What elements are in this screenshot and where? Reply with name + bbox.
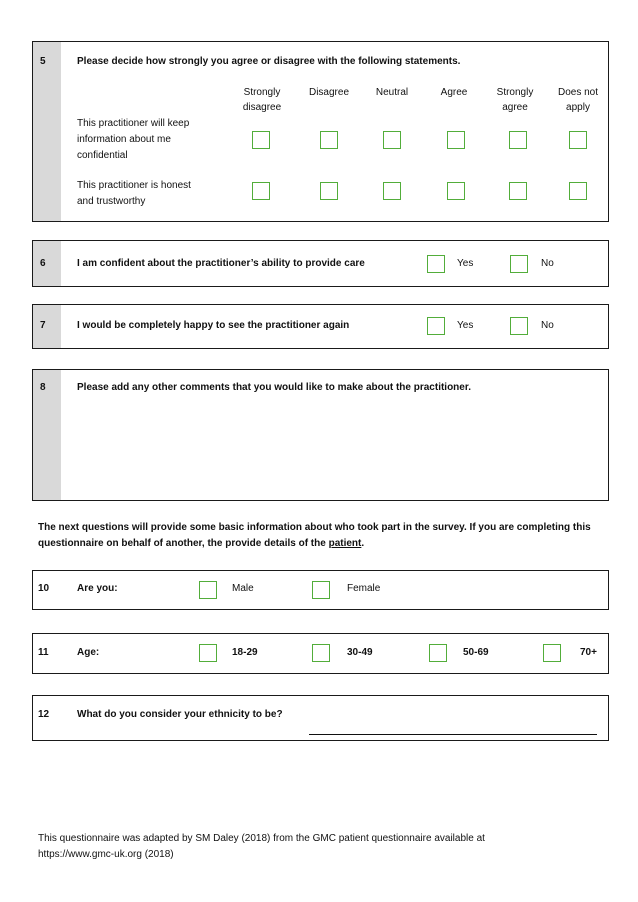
checkbox-honest-does-not-apply[interactable] (569, 182, 587, 200)
checkbox-yes[interactable] (427, 317, 445, 335)
checkbox-confidential-agree[interactable] (447, 131, 465, 149)
question-number: 6 (33, 241, 61, 286)
checkbox-female[interactable] (312, 581, 330, 599)
option-yes-label: Yes (457, 258, 474, 269)
option-yes-label: Yes (457, 320, 474, 331)
question-text: I am confident about the practitioner’s ability to provide care (77, 258, 365, 269)
question-number: 12 (38, 709, 50, 720)
question-text: Age: (77, 647, 100, 658)
checkbox-confidential-strongly-agree[interactable] (509, 131, 527, 149)
option-male-label: Male (232, 583, 254, 594)
question-number: 11 (38, 647, 49, 658)
checkbox-confidential-does-not-apply[interactable] (569, 131, 587, 149)
option-age-50-69-label: 50-69 (463, 647, 489, 658)
patient-emphasis: patient (328, 538, 362, 549)
question-number: 7 (33, 305, 61, 348)
checkbox-honest-strongly-disagree[interactable] (252, 182, 270, 200)
option-age-70-plus-label: 70+ (580, 647, 597, 658)
column-header-neutral: Neutral (375, 87, 409, 98)
checkbox-honest-disagree[interactable] (320, 182, 338, 200)
option-age-18-29-label: 18-29 (232, 647, 258, 658)
comments-area[interactable] (63, 400, 606, 498)
checkbox-yes[interactable] (427, 255, 445, 273)
question-8-box (32, 369, 609, 501)
question-text: I would be completely happy to see the practitioner again (77, 320, 350, 331)
checkbox-male[interactable] (199, 581, 217, 599)
checkbox-age-70-plus[interactable] (543, 644, 561, 662)
question-number: 8 (33, 370, 61, 500)
question-number: 10 (38, 583, 50, 594)
checkbox-honest-agree[interactable] (447, 182, 465, 200)
checkbox-confidential-neutral[interactable] (383, 131, 401, 149)
question-7-box (32, 304, 609, 349)
checkbox-no[interactable] (510, 255, 528, 273)
column-header-strongly-agree: Strongly agree (496, 87, 534, 113)
question-text: Please add any other comments that you would like to make about the practitioner. (77, 382, 471, 393)
column-header-agree: Agree (440, 87, 468, 98)
footer-note: This questionnaire was adapted by SM Daley (2018) from the GMC patient questionnaire available at https://www.gmc-uk.org (2018) (38, 833, 485, 860)
checkbox-honest-neutral[interactable] (383, 182, 401, 200)
question-text: Please decide how strongly you agree or disagree with the following statements. (77, 56, 461, 67)
checkbox-confidential-disagree[interactable] (320, 131, 338, 149)
column-header-does-not-apply: Does not apply (557, 87, 599, 113)
statement-honest: This practitioner is honest and trustworthy (77, 180, 191, 207)
option-female-label: Female (347, 583, 381, 594)
statement-confidential: This practitioner will keep information about me confidential (77, 118, 190, 161)
question-text: Are you: (77, 583, 118, 594)
question-number: 5 (33, 42, 61, 221)
question-11-box (32, 633, 609, 674)
question-10-box (32, 570, 609, 610)
column-header-disagree: Disagree (308, 87, 350, 98)
checkbox-age-50-69[interactable] (429, 644, 447, 662)
column-header-strongly-disagree: Strongly disagree (242, 87, 282, 113)
checkbox-confidential-strongly-disagree[interactable] (252, 131, 270, 149)
demographics-intro: The next questions will provide some basic information about who took part in the survey. If you are completing this questionnaire on behalf of another, the provide details of the patient. (38, 522, 591, 549)
question-12-box (32, 695, 609, 741)
checkbox-honest-strongly-agree[interactable] (509, 182, 527, 200)
option-no-label: No (541, 320, 554, 331)
question-text: What do you consider your ethnicity to be? (77, 709, 283, 720)
question-6-box (32, 240, 609, 287)
option-no-label: No (541, 258, 554, 269)
checkbox-no[interactable] (510, 317, 528, 335)
question-5-box (32, 41, 609, 222)
ethnicity-answer-line[interactable] (309, 734, 597, 735)
checkbox-age-30-49[interactable] (312, 644, 330, 662)
checkbox-age-18-29[interactable] (199, 644, 217, 662)
option-age-30-49-label: 30-49 (347, 647, 373, 658)
